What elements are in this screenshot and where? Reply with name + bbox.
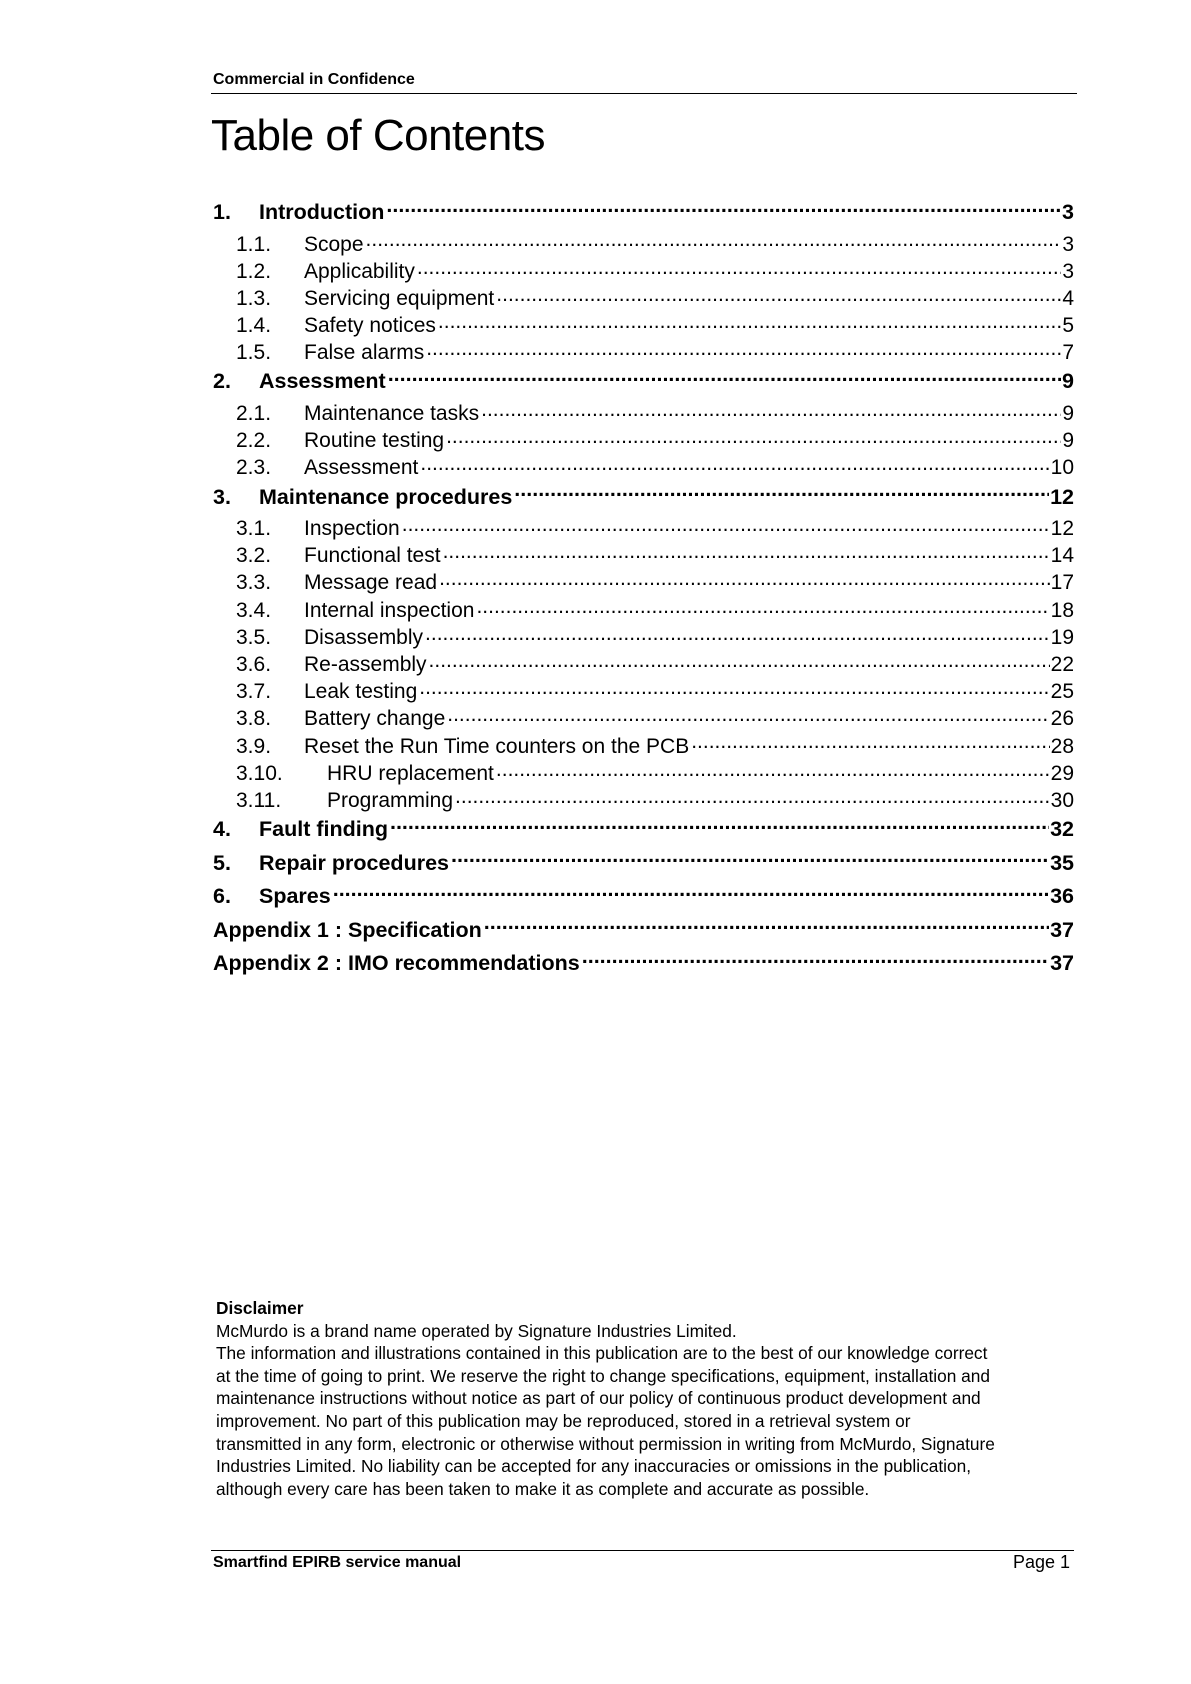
toc-entry[interactable] bbox=[213, 759, 1074, 786]
toc-dot-leader bbox=[419, 677, 1049, 698]
toc-entry[interactable] bbox=[213, 880, 1074, 914]
toc-entry-number: 6. bbox=[213, 884, 231, 909]
toc-entry-page: 9 bbox=[1062, 369, 1074, 394]
toc-dot-leader bbox=[455, 786, 1050, 807]
footer-rule bbox=[211, 1550, 1074, 1551]
toc-entry-page: 26 bbox=[1050, 707, 1074, 731]
toc-entry[interactable] bbox=[213, 732, 1074, 759]
toc-entry-number: 1. bbox=[213, 200, 231, 224]
toc-dot-leader bbox=[420, 453, 1049, 474]
toc-entry-page: 14 bbox=[1050, 544, 1074, 568]
header-rule bbox=[211, 93, 1077, 94]
toc-entry-number: 3.5. bbox=[236, 625, 272, 649]
toc-entry[interactable] bbox=[213, 813, 1074, 847]
toc-entry-label: Appendix 1 : Specification bbox=[213, 917, 482, 942]
toc-entry[interactable] bbox=[213, 623, 1074, 650]
disclaimer-line: Industries Limited. No liability can be accepted for any inaccuracies or omissions in the publication, bbox=[216, 1456, 971, 1477]
toc-dot-leader bbox=[417, 257, 1061, 278]
disclaimer-line: transmitted in any form, electronic or otherwise without permission in writing from McMurdo, Signature bbox=[216, 1433, 995, 1454]
toc-entry-page: 22 bbox=[1050, 652, 1074, 676]
toc-dot-leader bbox=[438, 311, 1061, 332]
toc-entry-number: 3.10. bbox=[236, 761, 283, 785]
toc-entry-page: 9 bbox=[1062, 429, 1074, 453]
toc-entry-label: Message read bbox=[304, 571, 438, 595]
toc-dot-leader bbox=[446, 426, 1061, 447]
toc-entry-label: False alarms bbox=[304, 341, 425, 365]
toc-entry-label: Programming bbox=[327, 788, 454, 812]
footer-document-title: Smartfind EPIRB service manual bbox=[213, 1554, 462, 1571]
toc-entry[interactable] bbox=[213, 704, 1074, 731]
toc-entry-label: Assessment bbox=[304, 456, 419, 480]
toc-entry-page: 37 bbox=[1050, 917, 1074, 942]
toc-entry[interactable] bbox=[213, 426, 1074, 453]
toc-entry-number: 1.3. bbox=[236, 286, 272, 310]
toc-entry-number: 3. bbox=[213, 484, 231, 509]
toc-entry[interactable] bbox=[213, 481, 1074, 515]
toc-entry-page: 3 bbox=[1062, 259, 1074, 283]
toc-entry-page: 12 bbox=[1050, 484, 1074, 509]
toc-entry[interactable] bbox=[213, 365, 1074, 399]
toc-entry-label: Leak testing bbox=[304, 680, 418, 704]
footer-page-number: Page 1 bbox=[1012, 1552, 1070, 1572]
toc-entry[interactable] bbox=[213, 596, 1074, 623]
toc-entry-number: 2.3. bbox=[236, 456, 272, 480]
toc-entry-label: Disassembly bbox=[304, 625, 424, 649]
toc-entry[interactable] bbox=[213, 568, 1074, 595]
toc-entry-label: Spares bbox=[259, 884, 331, 909]
toc-entry[interactable] bbox=[213, 453, 1074, 480]
toc-entry-label: Maintenance tasks bbox=[304, 401, 480, 425]
toc-entry-number: 2.1. bbox=[236, 401, 272, 425]
toc-entry-page: 7 bbox=[1062, 341, 1074, 365]
toc-dot-leader bbox=[439, 568, 1050, 589]
disclaimer-line: McMurdo is a brand name operated by Signature Industries Limited. bbox=[216, 1320, 737, 1341]
disclaimer-line: improvement. No part of this publication may be reproduced, stored in a retrieval system or bbox=[216, 1410, 911, 1431]
toc-entry-label: Servicing equipment bbox=[304, 286, 495, 310]
toc-entry-number: 3.3. bbox=[236, 571, 272, 595]
toc-entry[interactable] bbox=[213, 947, 1074, 981]
toc-entry-page: 30 bbox=[1050, 788, 1074, 812]
toc-entry[interactable] bbox=[213, 338, 1074, 365]
toc-dot-leader bbox=[366, 230, 1062, 251]
toc-entry-page: 37 bbox=[1050, 951, 1074, 976]
toc-entry[interactable] bbox=[213, 786, 1074, 813]
toc-entry-number: 2. bbox=[213, 369, 231, 394]
table-of-contents bbox=[213, 196, 1074, 981]
toc-entry-page: 17 bbox=[1050, 571, 1074, 595]
toc-dot-leader bbox=[476, 596, 1049, 617]
toc-entry[interactable] bbox=[213, 650, 1074, 677]
toc-entry[interactable] bbox=[213, 914, 1074, 948]
toc-entry-number: 3.2. bbox=[236, 544, 272, 568]
toc-entry[interactable] bbox=[213, 230, 1074, 257]
toc-entry-number: 3.9. bbox=[236, 734, 272, 758]
toc-entry-label: Reset the Run Time counters on the PCB bbox=[304, 734, 690, 758]
toc-entry-label: Scope bbox=[304, 232, 364, 256]
disclaimer-heading: Disclaimer bbox=[216, 1298, 304, 1318]
toc-entry-page: 12 bbox=[1050, 517, 1074, 540]
toc-entry[interactable] bbox=[213, 257, 1074, 284]
toc-entry-label: Safety notices bbox=[304, 314, 436, 338]
toc-entry-number: 3.1. bbox=[236, 517, 272, 540]
toc-entry[interactable] bbox=[213, 541, 1074, 568]
toc-entry-label: Repair procedures bbox=[259, 850, 449, 875]
toc-entry-number: 3.6. bbox=[236, 652, 272, 676]
disclaimer-line: maintenance instructions without notice as part of our policy of continuous product development and bbox=[216, 1388, 981, 1409]
toc-entry-number: 1.5. bbox=[236, 341, 272, 365]
toc-dot-leader bbox=[386, 198, 1061, 220]
toc-entry-number: 3.11. bbox=[236, 788, 282, 812]
toc-entry[interactable] bbox=[213, 847, 1074, 881]
toc-dot-leader bbox=[496, 759, 1050, 780]
toc-dot-leader bbox=[451, 848, 1049, 870]
toc-entry-page: 29 bbox=[1050, 761, 1074, 785]
toc-entry-number: 5. bbox=[213, 850, 231, 875]
toc-entry-label: Fault finding bbox=[259, 817, 388, 842]
header-confidentiality: Commercial in Confidence bbox=[213, 71, 415, 88]
toc-entry-label: Internal inspection bbox=[304, 598, 475, 622]
toc-entry[interactable] bbox=[213, 196, 1074, 230]
toc-entry-page: 35 bbox=[1050, 850, 1074, 875]
toc-entry-number: 3.7. bbox=[236, 680, 272, 704]
toc-entry-page: 4 bbox=[1062, 286, 1074, 310]
disclaimer-line: The information and illustrations contained in this publication are to the best of our knowledge correct bbox=[216, 1343, 988, 1364]
toc-entry-label: Inspection bbox=[304, 517, 400, 540]
toc-entry-label: Introduction bbox=[259, 200, 385, 224]
toc-dot-leader bbox=[390, 815, 1049, 837]
toc-dot-leader bbox=[333, 882, 1049, 904]
toc-dot-leader bbox=[484, 915, 1049, 937]
toc-dot-leader bbox=[443, 541, 1050, 562]
toc-entry-page: 3 bbox=[1062, 200, 1074, 224]
toc-dot-leader bbox=[425, 623, 1050, 644]
toc-entry-number: 1.2. bbox=[236, 259, 272, 283]
toc-entry-label: Assessment bbox=[259, 369, 386, 394]
toc-dot-leader bbox=[426, 338, 1061, 359]
toc-dot-leader bbox=[388, 367, 1061, 389]
toc-dot-leader bbox=[582, 949, 1049, 971]
toc-entry-number: 1.4. bbox=[236, 314, 272, 338]
toc-entry-label: Appendix 2 : IMO recommendations bbox=[213, 951, 580, 976]
toc-dot-leader bbox=[429, 650, 1050, 671]
toc-entry-page: 3 bbox=[1062, 232, 1074, 256]
toc-dot-leader bbox=[514, 482, 1049, 504]
toc-entry-page: 25 bbox=[1050, 680, 1074, 704]
toc-entry-page: 5 bbox=[1062, 314, 1074, 338]
disclaimer-line: although every care has been taken to make it as complete and accurate as possible. bbox=[216, 1478, 870, 1499]
toc-entry[interactable] bbox=[213, 399, 1074, 426]
toc-entry-label: Applicability bbox=[304, 259, 415, 283]
toc-entry-page: 19 bbox=[1050, 625, 1074, 649]
disclaimer bbox=[216, 1297, 1086, 1500]
toc-entry[interactable] bbox=[213, 284, 1074, 311]
toc-entry-number: 4. bbox=[213, 817, 231, 842]
toc-entry-page: 32 bbox=[1050, 817, 1074, 842]
toc-entry[interactable] bbox=[213, 514, 1074, 541]
toc-dot-leader bbox=[496, 284, 1061, 305]
toc-entry-page: 9 bbox=[1062, 401, 1074, 425]
toc-entry-number: 3.4. bbox=[236, 598, 272, 622]
toc-entry-label: Functional test bbox=[304, 544, 441, 568]
toc-entry-label: Re-assembly bbox=[304, 652, 427, 676]
toc-entry-page: 18 bbox=[1050, 598, 1074, 622]
toc-entry-number: 3.8. bbox=[236, 707, 272, 731]
toc-entry-label: Routine testing bbox=[304, 429, 445, 453]
toc-entry-page: 28 bbox=[1050, 734, 1074, 758]
toc-dot-leader bbox=[691, 732, 1049, 753]
disclaimer-line: at the time of going to print. We reserve the right to change specifications, equipment, installation and bbox=[216, 1365, 990, 1386]
toc-entry-page: 10 bbox=[1050, 456, 1074, 480]
toc-entry-page: 36 bbox=[1050, 884, 1074, 909]
toc-dot-leader bbox=[447, 704, 1049, 725]
page-title: Table of Contents bbox=[211, 111, 545, 160]
toc-dot-leader bbox=[481, 399, 1061, 420]
toc-entry[interactable] bbox=[213, 677, 1074, 704]
toc-entry-number: 2.2. bbox=[236, 429, 272, 453]
toc-entry-label: Maintenance procedures bbox=[259, 484, 513, 509]
toc-entry-label: HRU replacement bbox=[327, 761, 494, 785]
toc-dot-leader bbox=[402, 514, 1050, 535]
toc-entry-label: Battery change bbox=[304, 707, 446, 731]
toc-entry[interactable] bbox=[213, 311, 1074, 338]
toc-entry-number: 1.1. bbox=[236, 232, 272, 256]
